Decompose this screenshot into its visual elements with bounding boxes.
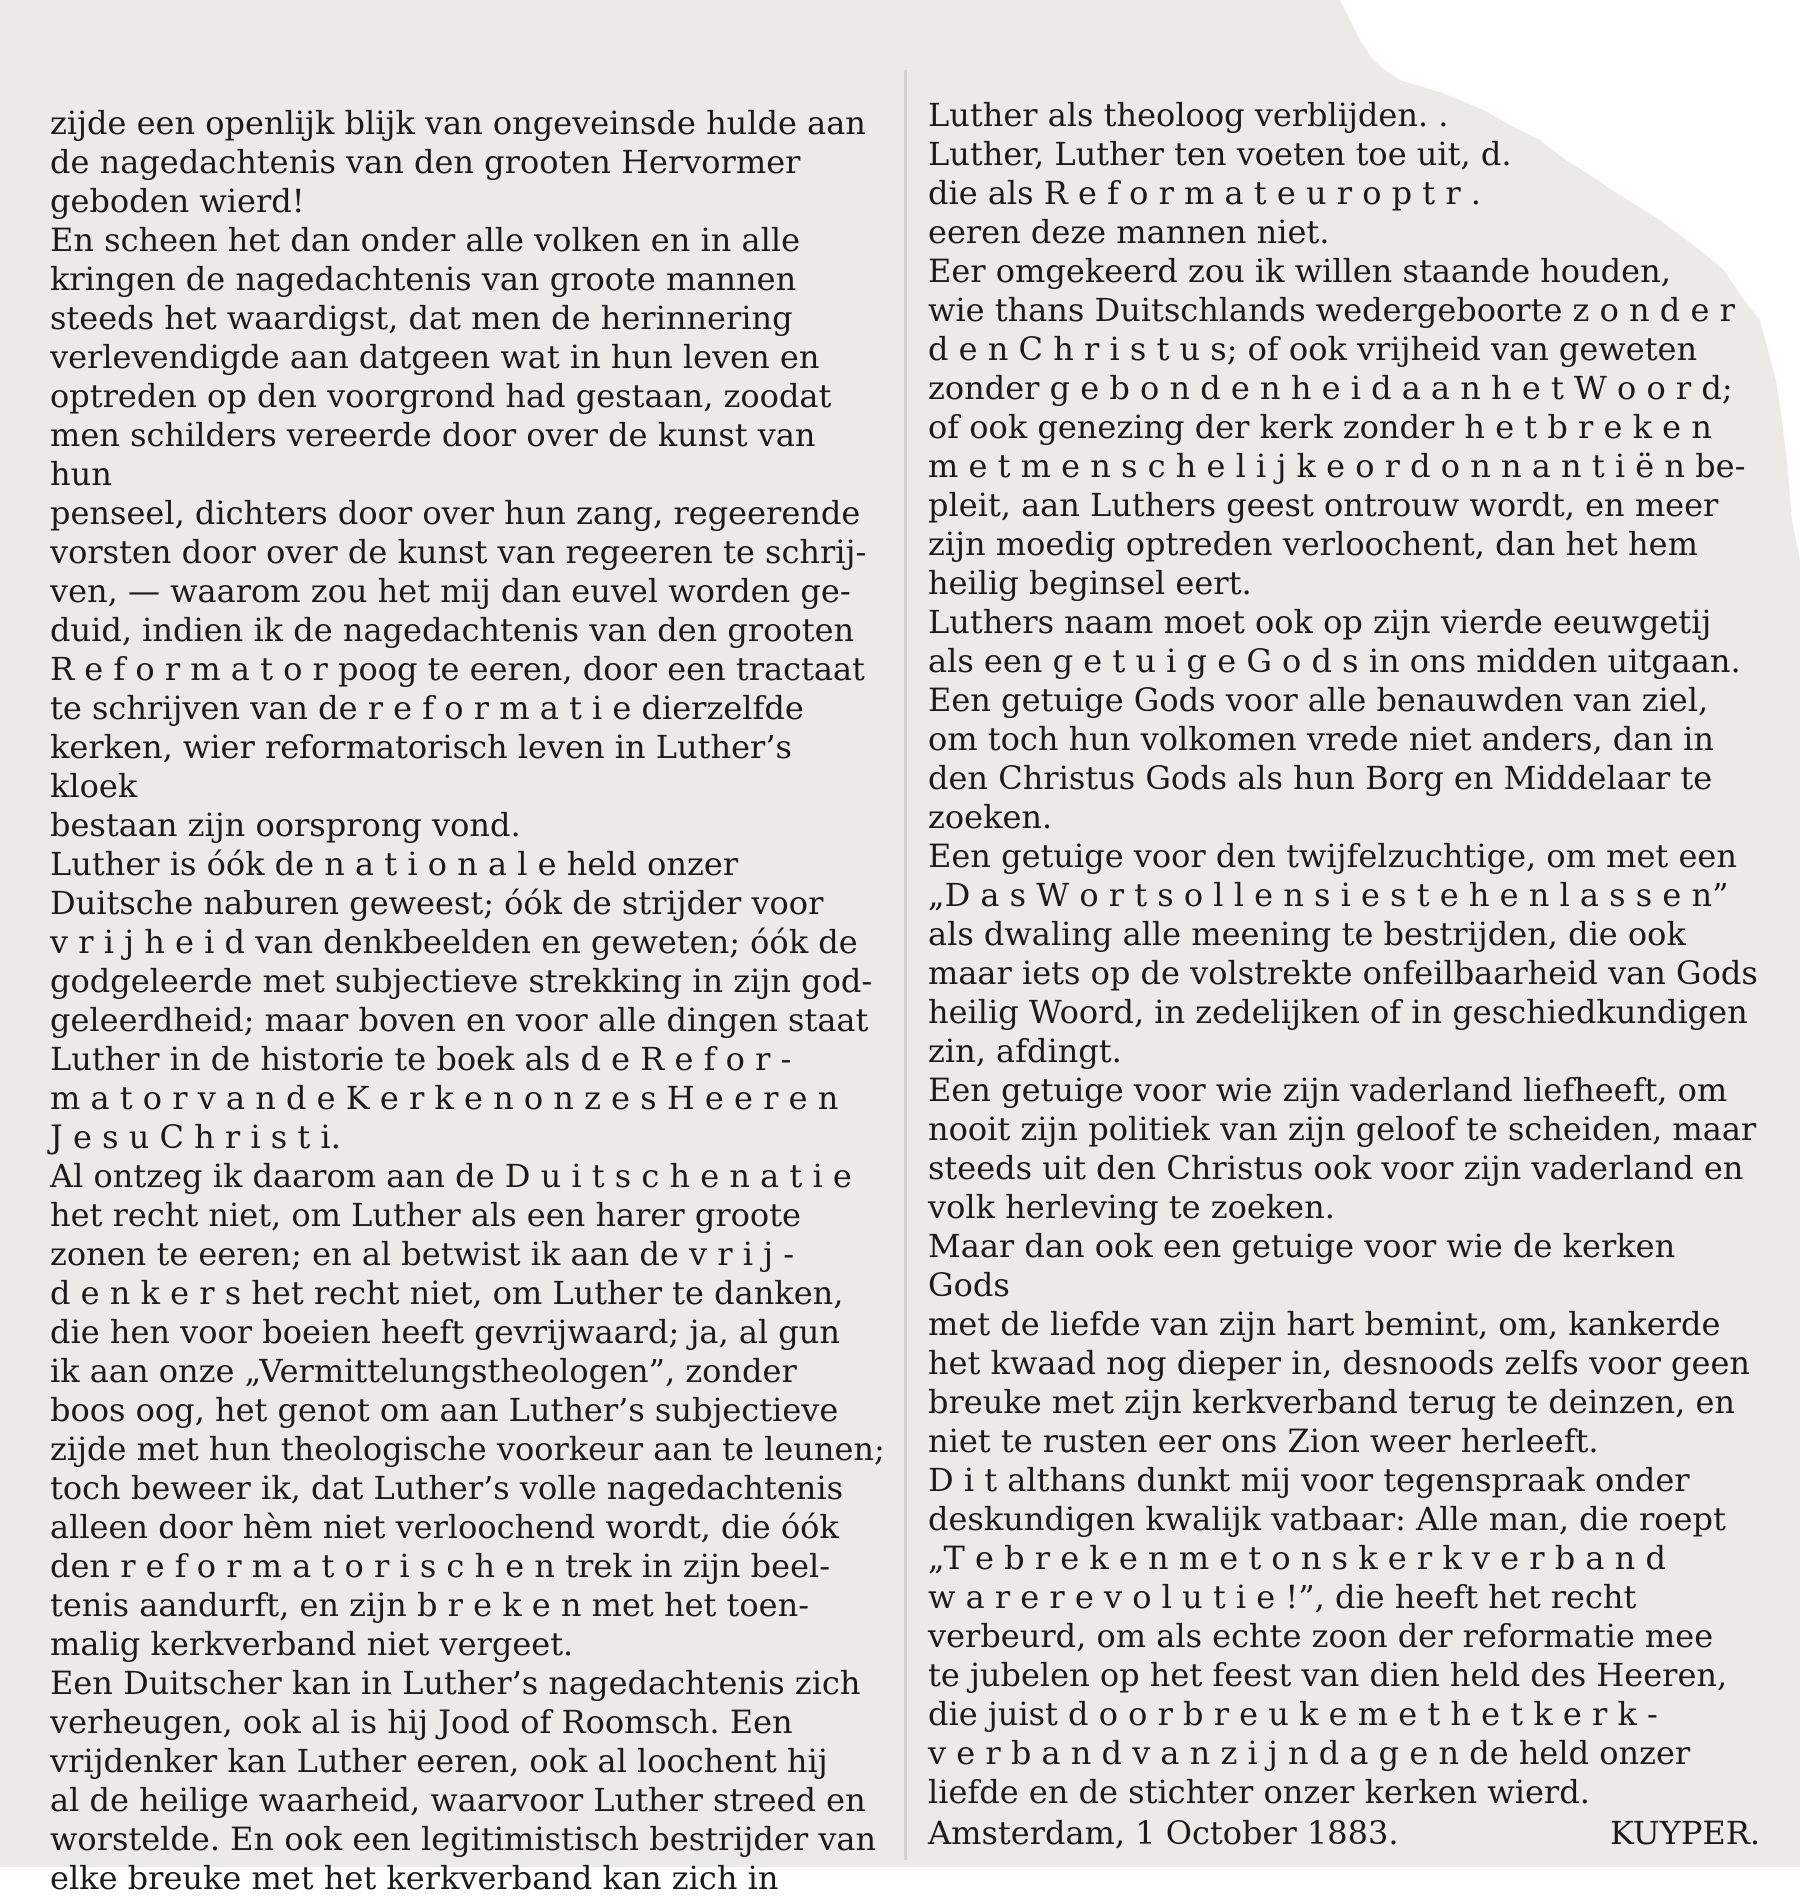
signature-line	[928, 1814, 1760, 1853]
paragraph: Al ontzeg ik daarom aan de D u i t s c h e n a t i e het recht niet, om Luther als een harer groote zonen te eeren; en al betwist ik aan de v r i j - d e n k e r s het recht niet, om Luther te danken, die hen voor boeien heeft gevrijwaard; ja, al gun ik aan onze „Vermittelungstheologen”, zonder boos oog, het genot om aan Luther’s subjectieve zijde met hun theologische voorkeur aan te leunen; toch beweer ik, dat Luther’s volle nagedachtenis alleen door hèm niet verloochend wordt, die óók den r e f o r m a t o r i s c h e n trek in zijn beel- tenis aandurft, en zijn b r e k e n met het toen- malig kerkverband niet vergeet.	[50, 1157, 885, 1663]
paragraph: Eer omgekeerd zou ik willen staande houden, wie thans Duitschlands wedergeboorte z o n d e r d e n C h r i s t u s; of ook vrijheid van geweten zonder g e b o n d e n h e i d a a n h e t W o o r d; of ook genezing der kerk zonder h e t b r e k e n m e t m e n s c h e l i j k e o r d o n n a n t i ë n be- pleit, aan Luthers geest ontrouw wordt, en meer zijn moedig optreden verloochent, dan het hem heilig beginsel eert.	[928, 252, 1746, 602]
author-name: KUYPER.	[1609, 1814, 1760, 1852]
left-column	[50, 104, 886, 1898]
place-date: Amsterdam, 1 October 1883.	[928, 1814, 1399, 1852]
column-fold	[904, 70, 907, 1860]
paragraph: Een Duitscher kan in Luther’s nagedachtenis zich verheugen, ook al is hij Jood of Roomsch. Een vrijdenker kan Luther eeren, ook al loochent hij al de heilige waarheid, waarvoor Luther streed en worstelde. En ook een legitimistisch bestrijder van elke breuke met het kerkverband kan zich in	[50, 1664, 877, 1897]
paragraph: zijde een openlijk blijk van ongeveinsde hulde aan de nagedachtenis van den grooten Hervormer geboden wierd!	[50, 104, 866, 220]
paragraph: Luther is óók de n a t i o n a l e held onzer Duitsche naburen geweest; óók de strijder voor v r i j h e i d van denkbeelden en geweten; óók de godgeleerde met subjectieve strekking in zijn god- geleerdheid; maar boven en voor alle dingen staat Luther in de historie te boek als d e R e f o r - m a t o r v a n d e K e r k e n o n z e s H e e r e n J e s u C h r i s t i.	[50, 845, 873, 1156]
paragraph: Luther als theoloog verblijden. . Luther, Luther ten voeten toe uit, d. die als R e f o r m a t e u r o p t r . eeren deze mannen niet.	[928, 96, 1512, 251]
paragraph: Een getuige voor den twijfelzuchtige, om met een „D a s W o r t s o l l e n s i e s t e h e n l a s s e n” als dwaling alle meening te bestrijden, die ook maar iets op de volstrekte onfeilbaarheid van Gods heilig Woord, in zedelijken of in geschiedkundigen zin, afdingt.	[928, 837, 1758, 1070]
right-column	[928, 96, 1760, 1853]
paragraph: D i t althans dunkt mij voor tegenspraak onder deskundigen kwalijk vatbaar: Alle man, die roept „T e b r e k e n m e t o n s k e r k v e r b a n d w a r e r e v o l u t i e !”, die heeft het recht verbeurd, om als echte zoon der reformatie mee te jubelen op het feest van dien held des Heeren, die juist d o o r b r e u k e m e t h e t k e r k - v e r b a n d v a n z i j n d a g e n de held onzer liefde en de stichter onzer kerken wierd.	[928, 1461, 1728, 1811]
paragraph: Een getuige voor wie zijn vaderland liefheeft, om nooit zijn politiek van zijn geloof te scheiden, maar steeds uit den Christus ook voor zijn vaderland en volk herleving te zoeken.	[928, 1071, 1757, 1226]
paragraph: En scheen het dan onder alle volken en in alle kringen de nagedachtenis van groote mannen steeds het waardigst, dat men de herinnering verlevendigde aan datgeen wat in hun leven en optreden op den voorgrond had gestaan, zoodat men schilders vereerde door over de kunst van hun penseel, dichters door over hun zang, regeerende vorsten door over de kunst van regeeren te schrij- ven, — waarom zou het mij dan euvel worden ge- duid, indien ik de nagedachtenis van den grooten R e f o r m a t o r poog te eeren, door een tractaat te schrijven van de r e f o r m a t i e dierzelfde kerken, wier reformatorisch leven in Luther’s kloek bestaan zijn oorsprong vond.	[50, 221, 867, 844]
paragraph: Luthers naam moet ook op zijn vierde eeuwgetij als een g e t u i g e G o d s in ons midden uitgaan. Een getuige Gods voor alle benauwden van ziel, om toch hun volkomen vrede niet anders, dan in den Christus Gods als hun Borg en Middelaar te zoeken.	[928, 603, 1741, 836]
paragraph: Maar dan ook een getuige voor wie de kerken Gods met de liefde van zijn hart bemint, om, kankerde het kwaad nog dieper in, desnoods zelfs voor geen breuke met zijn kerkverband terug te deinzen, en niet te rusten eer ons Zion weer herleeft.	[928, 1227, 1751, 1460]
